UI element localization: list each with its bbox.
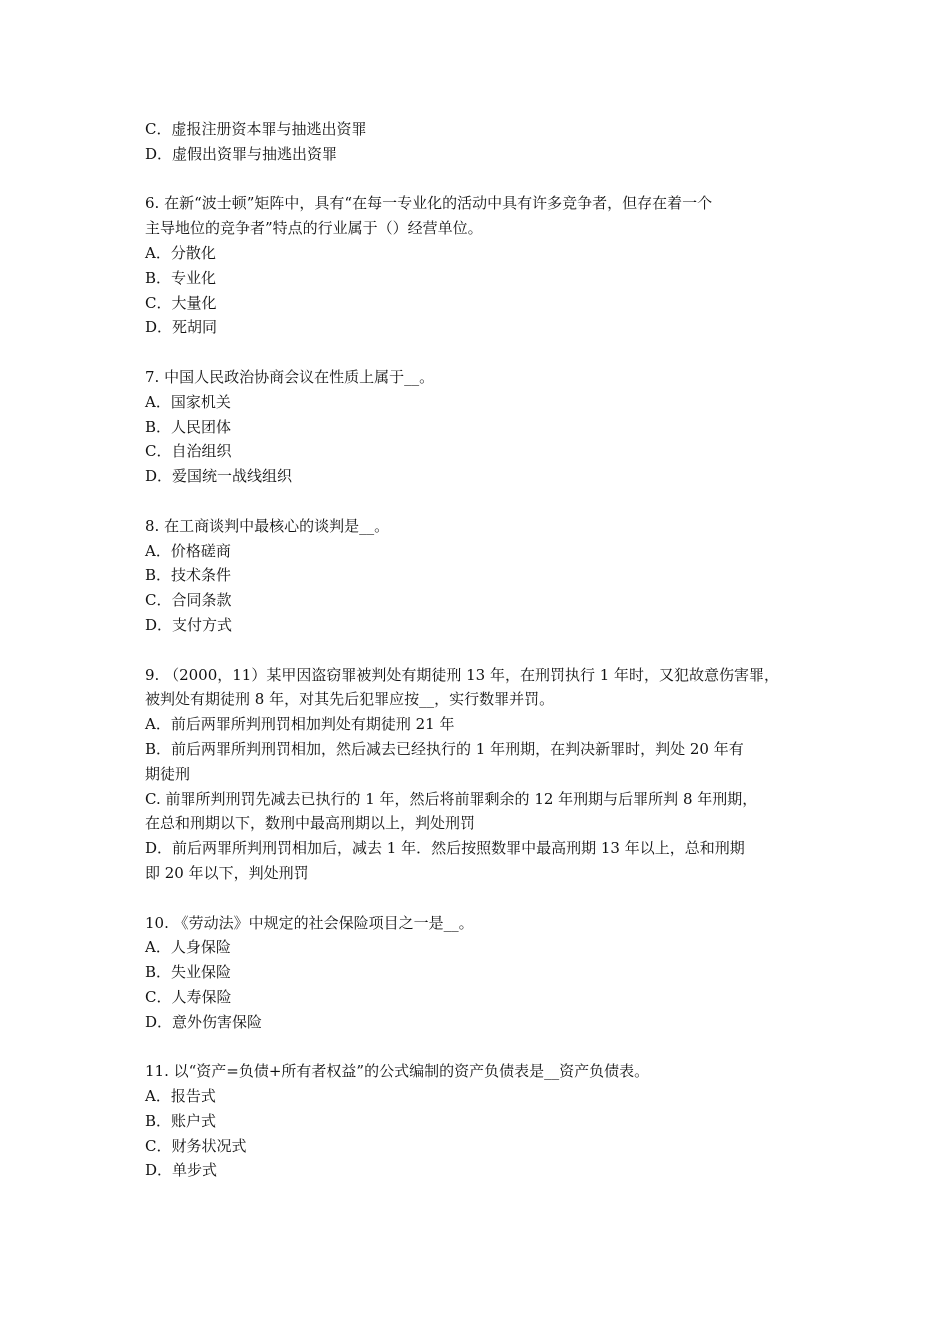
option-line: C．合同条款 (145, 591, 232, 610)
option-line: 在总和刑期以下，数刑中最高刑期以上，判处刑罚 (145, 814, 476, 833)
question-10 (145, 911, 810, 1035)
option-line: D．意外伤害保险 (145, 1012, 263, 1031)
option-line: C．大量化 (145, 293, 217, 312)
question-stem: 主导地位的竞争者”特点的行业属于（）经营单位。 (145, 219, 483, 238)
option-line: B．前后两罪所判刑罚相加，然后减去已经执行的 1 年刑期，在判决新罪时，判处 20 年有 (145, 739, 744, 758)
option-line: B．专业化 (145, 268, 217, 287)
option-line: C. 前罪所判刑罚先减去已执行的 1 年，然后将前罪剩余的 12 年刑期与后罪所判 8 年刑期， (145, 789, 758, 808)
option-line: C．人寿保险 (145, 987, 232, 1006)
question-11 (145, 1059, 810, 1183)
option-line: C．财务状况式 (145, 1136, 247, 1155)
option-line: A．人身保险 (145, 938, 231, 957)
question-stem: 6. 在新“波士顿”矩阵中，具有“在每一专业化的活动中具有许多竞争者，但存在着一个 (145, 194, 713, 213)
option-line: B．人民团体 (145, 417, 232, 436)
option-line: B．失业保险 (145, 963, 232, 982)
option-line: D．爱国统一战线组织 (145, 467, 293, 486)
option-line: D．支付方式 (145, 615, 233, 634)
question-stem: 10. 《劳动法》中规定的社会保险项目之一是__。 (145, 913, 474, 932)
question-stem: 7. 中国人民政治协商会议在性质上属于__。 (145, 367, 435, 386)
question-6 (145, 191, 810, 340)
option-line: D．虚假出资罪与抽逃出资罪 (145, 144, 338, 163)
question-9 (145, 663, 810, 886)
question-8 (145, 514, 810, 638)
option-line: A．价格磋商 (145, 541, 231, 560)
option-line: D．单步式 (145, 1161, 218, 1180)
option-line: A．报告式 (145, 1087, 216, 1106)
option-line: B．账户式 (145, 1111, 217, 1130)
option-line: A．国家机关 (145, 392, 231, 411)
previous-question-options (145, 117, 810, 167)
question-stem: 9. （2000，11）某甲因盗窃罪被判处有期徒刑 13 年，在刑罚执行 1 年时，又犯故意伤害罪， (145, 665, 780, 684)
option-line: A．分散化 (145, 243, 216, 262)
question-stem: 8. 在工商谈判中最核心的谈判是__。 (145, 516, 390, 535)
option-line: D．死胡同 (145, 318, 218, 337)
question-stem: 11. 以“资产=负债+所有者权益”的公式编制的资产负债表是__资产负债表。 (145, 1062, 650, 1081)
option-line: 期徒刑 (145, 764, 191, 783)
option-line: C．虚报注册资本罪与抽逃出资罪 (145, 120, 367, 138)
document-content (145, 117, 810, 1183)
question-stem: 被判处有期徒刑 8 年，对其先后犯罪应按__，实行数罪并罚。 (145, 690, 555, 709)
option-line: B．技术条件 (145, 566, 232, 585)
option-line: 即 20 年以下，判处刑罚 (145, 863, 309, 882)
option-line: A．前后两罪所判刑罚相加判处有期徒刑 21 年 (145, 715, 455, 734)
option-line: C．自治组织 (145, 442, 232, 461)
question-7 (145, 365, 810, 489)
option-line: D．前后两罪所判刑罚相加后，减去 1 年．然后按照数罪中最高刑期 13 年以上，总和刑期 (145, 839, 745, 858)
